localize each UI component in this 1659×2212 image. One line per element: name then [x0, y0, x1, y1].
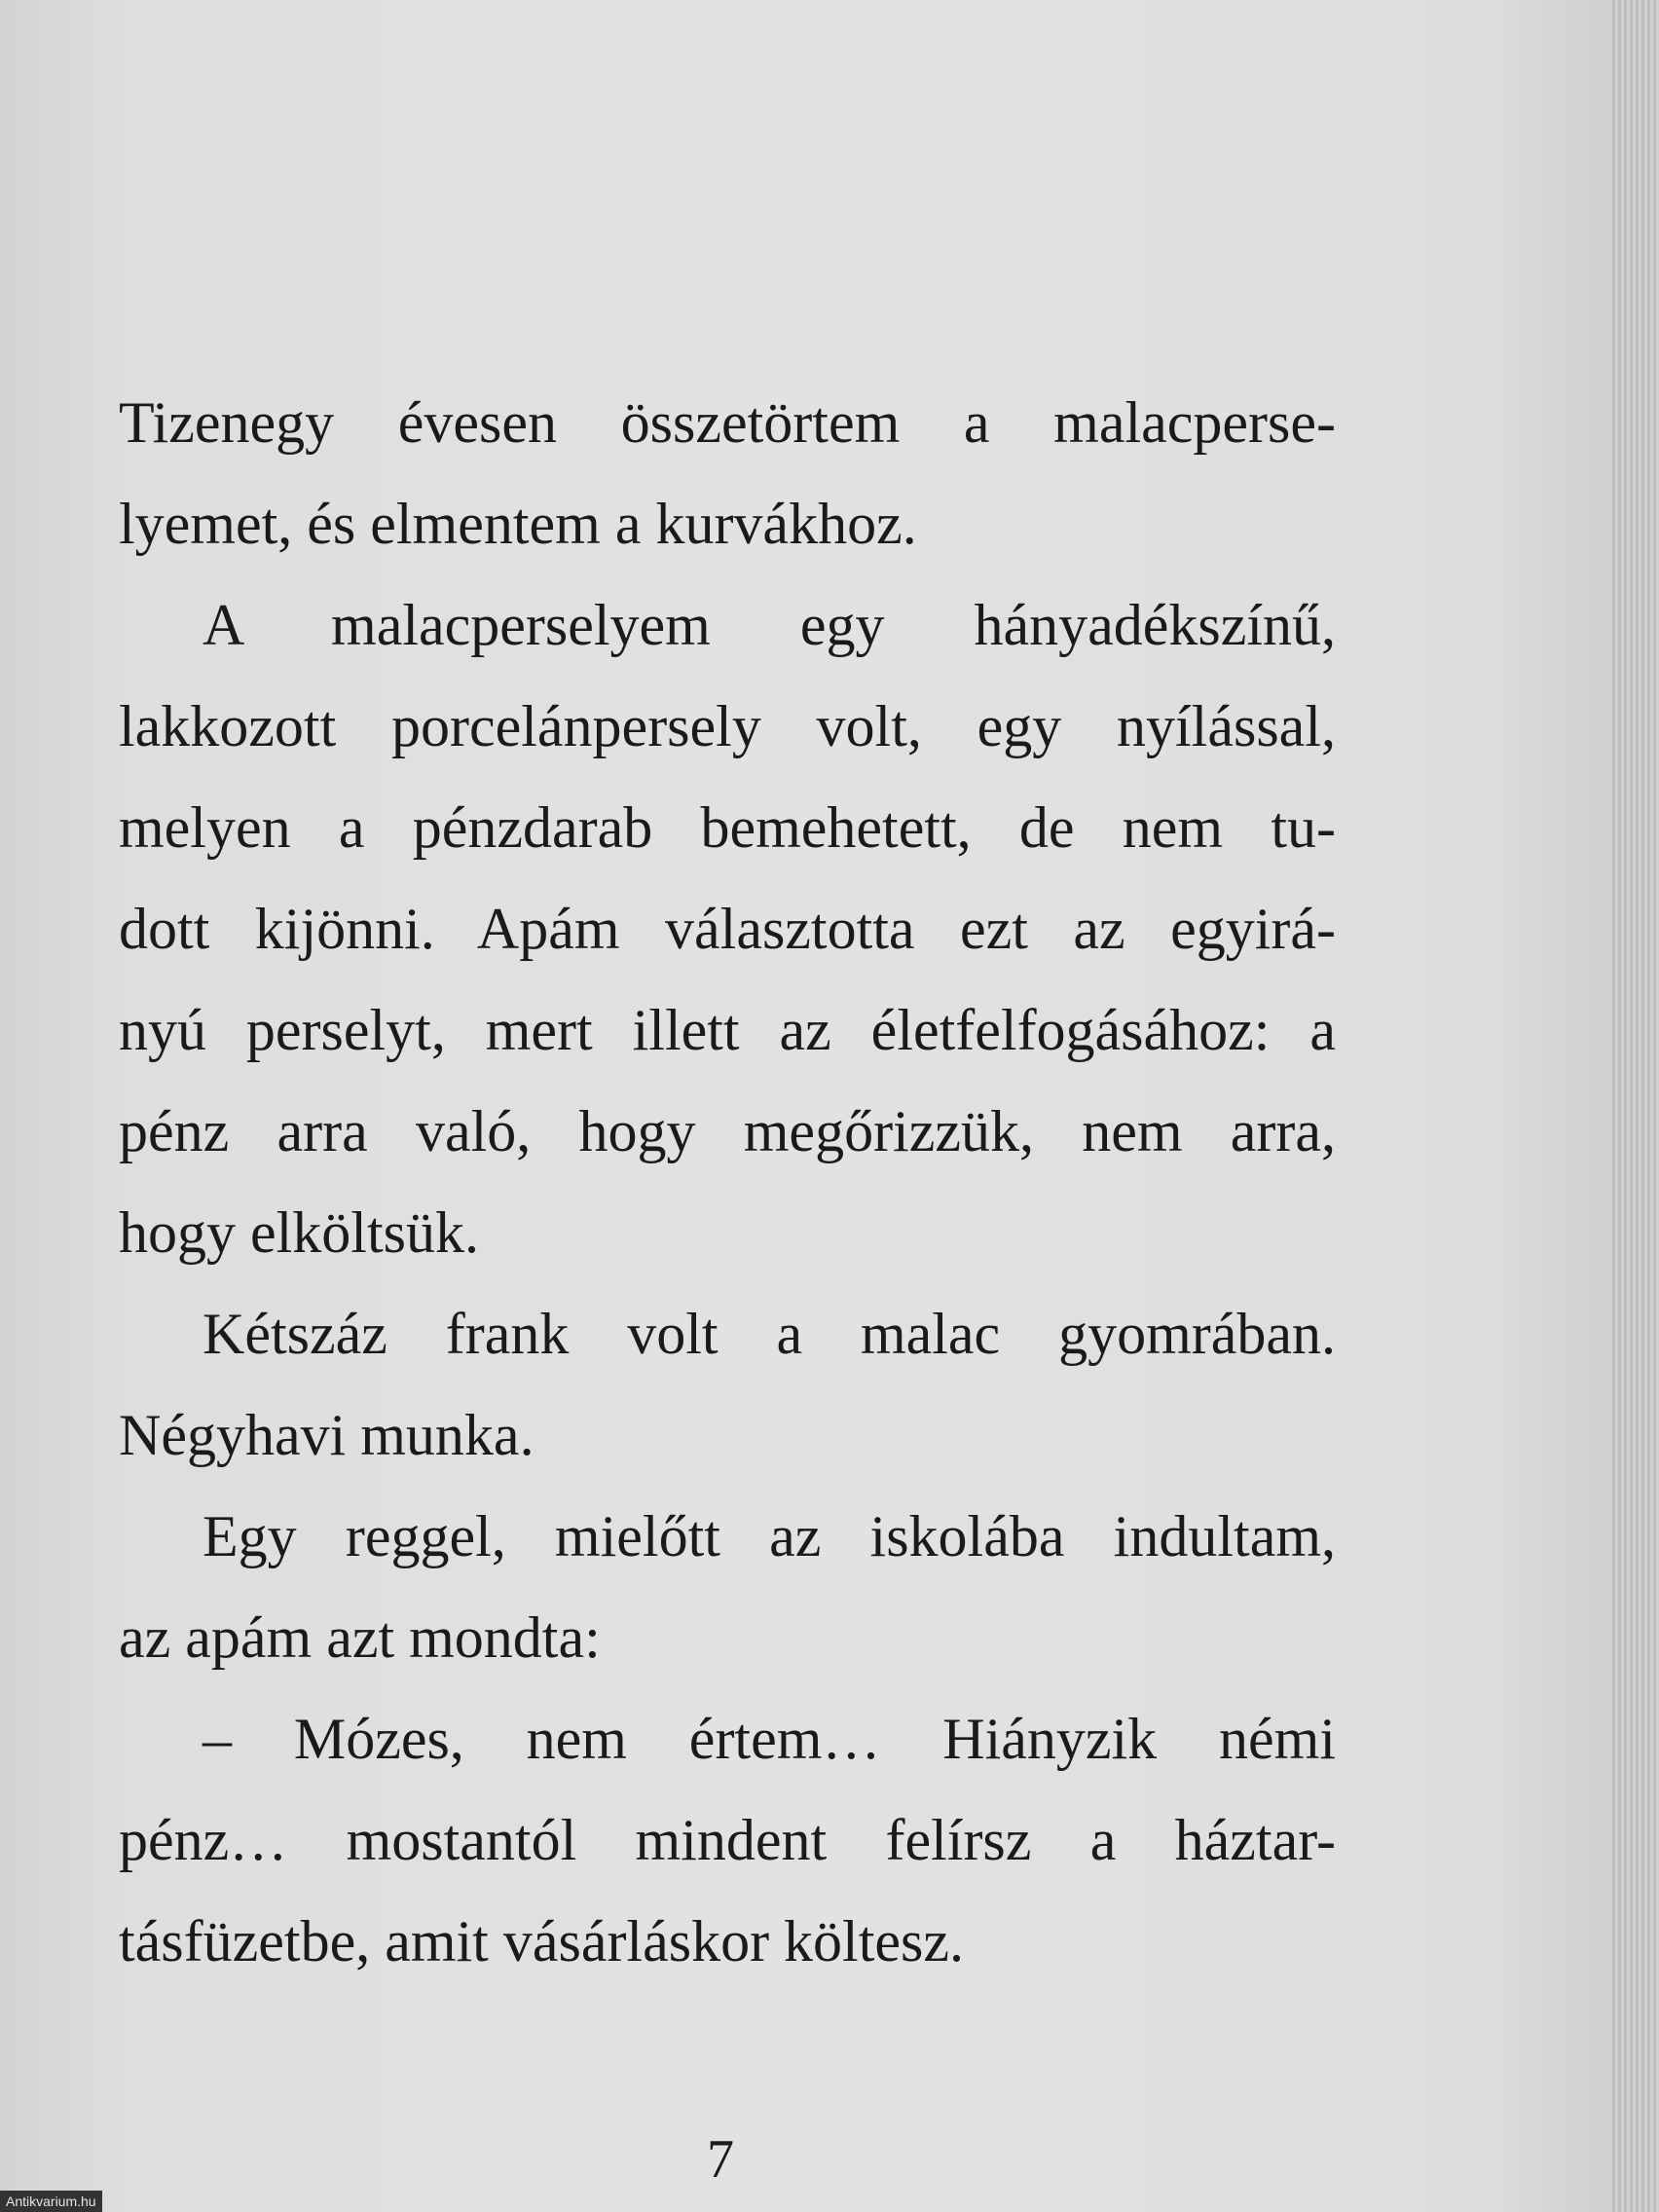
- text-line: Egy reggel, mielőtt az iskolába indultam,: [203, 1504, 1336, 1568]
- text-line: Kétszáz frank volt a malac gyomrában.: [203, 1302, 1336, 1366]
- body-text: [119, 372, 1336, 1992]
- text-line: A malacperselyem egy hányadékszínű,: [203, 593, 1336, 657]
- text-line: lyemet, és elmentem a kurvákhoz.: [119, 492, 917, 556]
- text-line: pénz arra való, hogy megőrizzük, nem arra,: [119, 1099, 1336, 1163]
- text-line: az apám azt mondta:: [119, 1605, 601, 1670]
- watermark: Antikvarium.hu: [0, 2191, 102, 2212]
- text-line: dott kijönni. Apám választotta ezt az egyirá-: [119, 897, 1336, 961]
- text-line: Négyhavi munka.: [119, 1403, 535, 1467]
- text-line: tásfüzetbe, amit vásárláskor költesz.: [119, 1909, 965, 1973]
- text-line: melyen a pénzdarab bemehetett, de nem tu-: [119, 795, 1336, 860]
- page-edges: [1612, 0, 1659, 2212]
- text-line: – Mózes, nem értem… Hiányzik némi: [203, 1707, 1336, 1771]
- text-line: Tizenegy évesen összetörtem a malacperse-: [119, 390, 1336, 455]
- text-line: nyú perselyt, mert illett az életfelfogásához: a: [119, 998, 1336, 1062]
- page-number: 7: [707, 2129, 734, 2190]
- text-line: lakkozott porcelánpersely volt, egy nyílással,: [119, 694, 1336, 758]
- text-line: hogy elköltsük.: [119, 1200, 479, 1265]
- text-line: pénz… mostantól mindent felírsz a háztar-: [119, 1808, 1336, 1872]
